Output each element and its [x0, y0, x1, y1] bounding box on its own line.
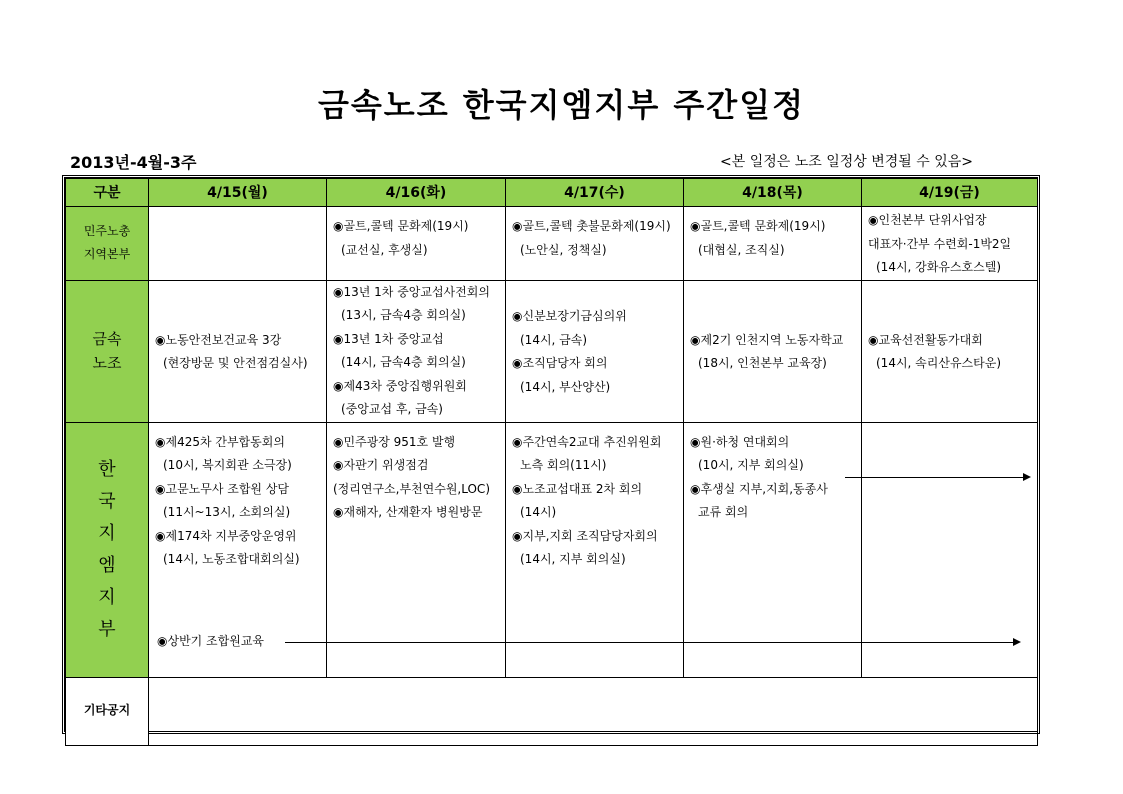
header-wed: 4/17(수): [506, 179, 684, 207]
table-row: [66, 280, 1038, 422]
cell-other-notice: [149, 677, 1038, 745]
header-category: 구분: [66, 179, 149, 207]
table-row: [66, 207, 1038, 281]
cell-gm-tue: ◉민주광장 951호 발행 ◉자판기 위생점검 (정리연구소,부천연수원,LOC) ◉재해자, 산재환자 병원방문: [327, 422, 506, 677]
cell-kmwu-fri: ◉교육선전활동가대회 (14시, 속리산유스타운): [862, 280, 1038, 422]
cell-kctu-fri: ◉인천본부 단위사업장 대표자·간부 수련회-1박2일 (14시, 강화유스호스텔): [862, 207, 1038, 281]
continuation-arrow-thu: [845, 477, 1029, 478]
row-label-other: 기타공지: [66, 677, 149, 745]
schedule-table: [65, 178, 1038, 746]
table-row: [66, 677, 1038, 745]
cell-kctu-wed: ◉골트,콜텍 촛불문화제(19시) (노안실, 정책실): [506, 207, 684, 281]
cell-kctu-thu: ◉골트,콜텍 문화제(19시) (대협실, 조직실): [684, 207, 862, 281]
header-fri: 4/19(금): [862, 179, 1038, 207]
schedule-note: <본 일정은 노조 일정상 변경될 수 있음>: [720, 154, 974, 170]
row-label-gm-branch: 한 국 지 엠 지 부: [66, 422, 149, 677]
page-title: 금속노조 한국지엠지부 주간일정: [317, 86, 806, 124]
bottom-event-label: ◉상반기 조합원교육: [157, 634, 265, 648]
row-label-kctu: 민주노총 지역본부: [66, 207, 149, 281]
header-thu: 4/18(목): [684, 179, 862, 207]
cell-gm-wed: ◉주간연속2교대 추진위원회 노측 회의(11시) ◉노조교섭대표 2차 회의 (14시) ◉지부,지회 조직담당자회의 (14시, 지부 회의실): [506, 422, 684, 677]
cell-gm-fri: [862, 422, 1038, 677]
cell-kmwu-mon: ◉노동안전보건교육 3강 (현장방문 및 안전점검실사): [149, 280, 327, 422]
header-mon: 4/15(월): [149, 179, 327, 207]
cell-kmwu-wed: ◉신분보장기금심의위 (14시, 금속) ◉조직담당자 회의 (14시, 부산양산): [506, 280, 684, 422]
continuation-arrow-education: [285, 642, 1019, 643]
cell-kctu-mon: [149, 207, 327, 281]
cell-gm-thu: ◉원·하청 연대회의 (10시, 지부 회의실) ◉후생실 지부,지회,동종사 교류 회의: [684, 422, 862, 677]
cell-gm-mon: ◉제425차 간부합동회의 (10시, 복지회관 소극장) ◉고문노무사 조합원 상담 (11시~13시, 소회의실) ◉제174차 지부중앙운영위 (14시, 노동조합대회의실): [149, 422, 327, 677]
cell-kmwu-thu: ◉제2기 인천지역 노동자학교 (18시, 인천본부 교육장): [684, 280, 862, 422]
cell-kctu-tue: ◉골트,콜텍 문화제(19시) (교선실, 후생실): [327, 207, 506, 281]
cell-kmwu-tue: ◉13년 1차 중앙교섭사전회의 (13시, 금속4층 회의실) ◉13년 1차 중앙교섭 (14시, 금속4층 회의실) ◉제43차 중앙집행위원회 (중앙교섭 후, 금속): [327, 280, 506, 422]
week-label: 2013년-4월-3주: [70, 153, 197, 172]
header-tue: 4/16(화): [327, 179, 506, 207]
header-row: [66, 179, 1038, 207]
row-label-kmwu: 금속 노조: [66, 280, 149, 422]
